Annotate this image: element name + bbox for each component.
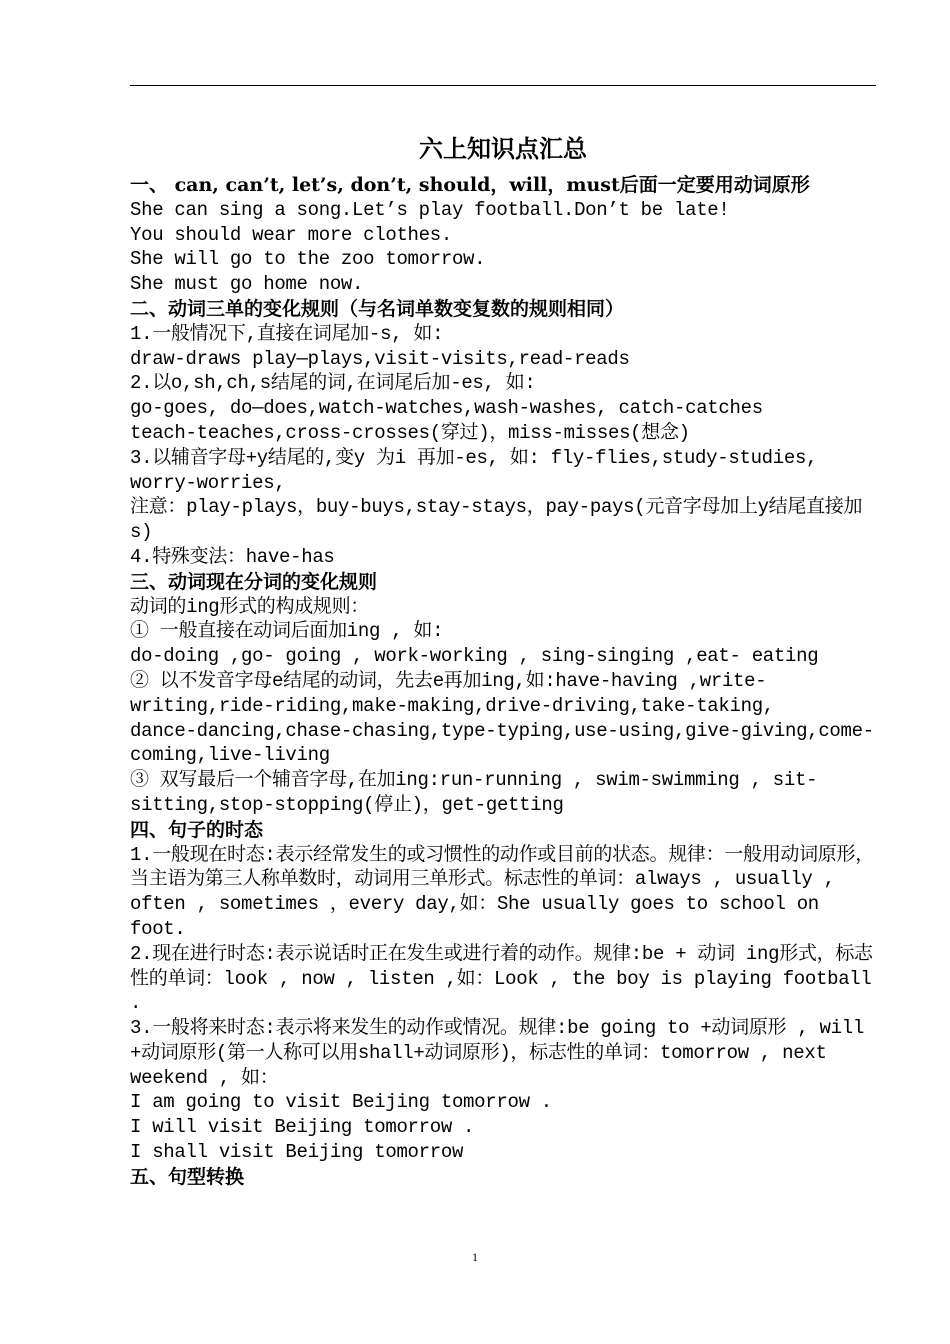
document-body [130, 131, 883, 1190]
section-heading: 一、 can, can’t, let’s, don’t, should，will，must后面一定要用动词原形 [130, 174, 810, 196]
body-line: 注意：play-plays，buy-buys,stay-stays，pay-pays(元音字母加上y结尾直接加s) [130, 496, 863, 544]
body-line: 3.一般将来时态:表示将来发生的动作或情况。规律:be going to +动词原形 , will +动词原形(第一人称可以用shall+动词原形)，标志性的单词：tomorrow , next weekend , 如： [130, 1017, 876, 1089]
body-line: draw-draws play—plays,visit-visits,read-reads [130, 347, 630, 370]
header-rule [130, 85, 876, 86]
body-line: 2.以o,sh,ch,s结尾的词,在词尾后加-es, 如: [130, 372, 536, 395]
body-line: ② 以不发音字母e结尾的动词，先去e再加ing,如:have-having ,write-writing,ride-riding,make-making,drive-driving,take-taking, [130, 669, 774, 717]
body-line: go-goes, do—does,watch-watches,wash-washes, catch-catches [130, 397, 763, 420]
body-line: 3.以辅音字母+y结尾的,变y 为i 再加-es, 如: fly-flies,study-studies, worry-worries, [130, 446, 829, 494]
body-line: 1.一般现在时态:表示经常发生的或习惯性的动作或目前的状态。规律：一般用动词原形，当主语为第三人称单数时，动词用三单形式。标志性的单词：always , usually , often , sometimes ，every day,如：She usually goes to school on foot. [130, 843, 874, 940]
body-line: dance-dancing,chase-chasing,type-typing,use-using,give-giving,come-coming,live-living [130, 719, 874, 767]
body-lines [130, 173, 883, 1190]
body-line: I am going to visit Beijing tomorrow . [130, 1091, 552, 1114]
body-line: She will go to the zoo tomorrow. [130, 248, 486, 271]
body-line: 2.现在进行时态:表示说话时正在发生或进行着的动作。规律:be + 动词 ing形式，标志性的单词：look , now , listen ,如：Look , the boy is playing football . [130, 942, 883, 1015]
body-line: She must go home now. [130, 273, 364, 296]
section-heading: 五、句型转换 [130, 1165, 245, 1188]
body-line: 4.特殊变法：have-has [130, 545, 335, 568]
section-heading: 三、动词现在分词的变化规则 [130, 570, 378, 593]
document-title: 六上知识点汇总 [419, 134, 587, 163]
body-line: ① 一般直接在动词后面加ing , 如: [130, 620, 444, 643]
body-line: do-doing ,go- going , work-working , sing-singing ,eat- eating [130, 645, 819, 668]
page-number: 1 [472, 1250, 478, 1264]
body-line: 1.一般情况下,直接在词尾加-s, 如: [130, 322, 444, 345]
body-line: teach-teaches,cross-crosses(穿过)，miss-misses(想念) [130, 421, 690, 444]
section-heading: 二、动词三单的变化规则（与名词单数变复数的规则相同） [130, 297, 625, 320]
body-line: You should wear more clothes. [130, 223, 452, 246]
body-line: I will visit Beijing tomorrow . [130, 1116, 475, 1139]
body-line: She can sing a song.Let’s play football.Don’t be late! [130, 198, 730, 221]
section-heading: 四、句子的时态 [130, 818, 264, 841]
body-line: I shall visit Beijing tomorrow [130, 1141, 464, 1164]
body-line: ③ 双写最后一个辅音字母,在加ing:run-running , swim-swimming , sit-sitting,stop-stopping(停止)，get-getting [130, 769, 818, 816]
body-line: 动词的ing形式的构成规则： [130, 595, 370, 618]
